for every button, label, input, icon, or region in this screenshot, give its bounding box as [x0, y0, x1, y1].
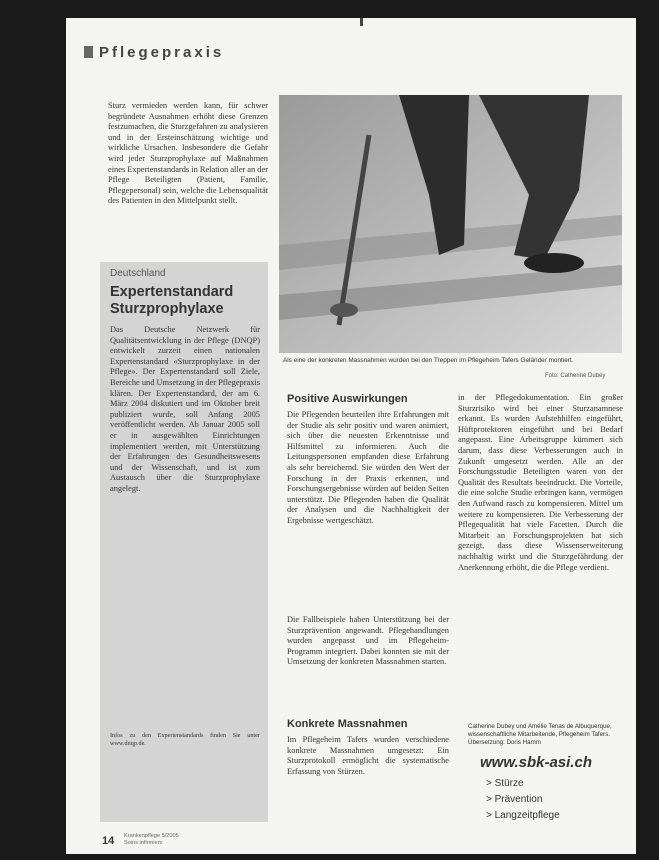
signature — [468, 723, 618, 747]
photo-illustration — [279, 95, 622, 353]
section-header: Pflegepraxis — [84, 44, 224, 61]
photo-stairs — [279, 95, 622, 353]
konkret-body: Im Pflegeheim Tafers wurden verschiedene konkrete Massnahmen umgesetzt: Ein Sturzprotokoll ermöglicht die systematische Erfassung von Stürzen. — [287, 735, 449, 776]
header-square-icon — [84, 46, 93, 58]
sidebar-box — [100, 262, 268, 822]
website-links — [486, 776, 626, 824]
sidebar-footnote: Infos zu den Expertenstandards finden Sie unter www.dnqp.de. — [110, 732, 260, 747]
scan-mark — [360, 18, 363, 26]
sidebar-body: Das Deutsche Netzwerk für Qualitätsentwicklung in der Pflege (DNQP) entwickelt zurzeit einen nationalen Expertenstandard «Sturzprophylaxe in der Pflege». Der Expertenstandard soll Ziele, Bereiche und Umsetzung in der Pflegepraxis klären. Der Expertenstandard, der am 6. März 2004 diskutiert und im Oktober breit publiziert wurde, soll Anfang 2005 veröffentlicht werden. Ab Januar 2005 soll er in ausgewählten Einrichtungen implementiert werden, mit Unterstützung der Erfahrungen des Gesundheitswesens und der Wissenschaft, und ist zum Austausch über die Sturzprophylaxe angelegt. — [110, 325, 261, 493]
positive-body-2: Die Fallbeispiele haben Unterstützung bei der Sturzprävention angewandt. Pflegehandlungen wurden angepasst und im Pflegeheim-Programm integriert. Dabei konnten sie mit der Umsetzung der konkreten Massnahmen starten. — [287, 615, 449, 667]
sidebar-title: Expertenstandard Sturzprophylaxe — [110, 284, 234, 317]
signature-authors: Catherine Dubey und Amélie Tenas de Albuquerque, wissenschaftliche Mitarbeitende, Pflegeheim Tafers. — [468, 723, 612, 738]
positive-body: Die Pflegenden beurteilen ihre Erfahrungen mit der Studie als sehr positiv und waren animiert, sich über die neuesten Erkenntnisse und Hilfsmittel zu informieren. Auch die Leitungspersonen empfanden diese Erfahrung als sehr bereichernd. Sie würden den Wert der Forschung in der Praxis erkennen, und Forschungsergebnisse würden auf beiden Seiten unterstützt. Die Pflegenden haben die Qualität der Analysen und die Nachhaltigkeit der Ergebnisse wertgeschätzt. — [287, 410, 449, 525]
intro-text: Sturz vermieden werden kann, für schwer begründete Ausnahmen erhöht diese Grenzen festzumachen, die Sturzgefahren zu analysieren und in der Ersteinschätzung wichtige und wirkliche Ursachen. Insbesondere die Gefahr wird jeder Sturzprophylaxe auf Maßnahmen eines Expertenstandards in Relation aller an der Pflege Beteiligten (Patient, Familie, Pflegepersonal) sein, welche die Lebensqualität des Patienten in den Mittelpunkt stellt. — [108, 101, 268, 206]
signature-translation: Übersetzung: Doris Hamm — [468, 739, 541, 746]
arrow-right-icon: > — [486, 794, 495, 805]
heading-positive: Positive Auswirkungen — [287, 393, 408, 405]
sidebar-kicker: Deutschland — [110, 268, 166, 279]
column-three-text: in der Pflegedokumentation. Ein großer Sturzrisiko wird bei einer Sturzanamnese erkannt. Es wurden Aufstehhilfen eingeführt, Hüftprotektoren eingeführt und bei Bedarf angepasst. Eine Arbeitsgruppe kümmert sich darum, dass diese Verbesserungen auch in Zukunft umgesetzt werden. Alle an der Forschungsstudie Beteiligten waren von der Qualität des Resultats beeindruckt. Die Vorteile, die eine solche Studie erbringen kann, vermögen den Aufwand rasch zu kompensieren. Mittel um weitere zu kompensieren. Die Verbesserung der Pflegequalität hat viele Facetten. Durch die Mitarbeit an Forschungsprojekten hat sich gezeigt, dass diese Wissenserweiterung nachhaltig wirkt und die Sturzgefährdung der Anerkennung erhöht, die die Pflege verdient. — [458, 393, 623, 572]
photo-credit: Foto: Catherine Dubey — [545, 373, 606, 379]
link-stuerze[interactable]: > Stürze — [486, 778, 524, 789]
photo-caption: Als eine der konkreten Massnahmen wurden bei den Treppen im Pflegeheim Tafers Geländer montiert. — [283, 357, 574, 364]
heading-konkret: Konkrete Massnahmen — [287, 718, 408, 730]
page-number: 14 — [102, 835, 115, 847]
arrow-right-icon: > — [486, 778, 495, 789]
link-langzeitpflege[interactable]: > Langzeitpflege — [486, 810, 560, 821]
link-praevention[interactable]: > Prävention — [486, 794, 543, 805]
website-url[interactable]: www.sbk-asi.ch — [480, 754, 592, 771]
arrow-right-icon: > — [486, 810, 495, 821]
footer-journal: Krankenpflege 5/2005 Soins infirmiers — [124, 833, 179, 846]
